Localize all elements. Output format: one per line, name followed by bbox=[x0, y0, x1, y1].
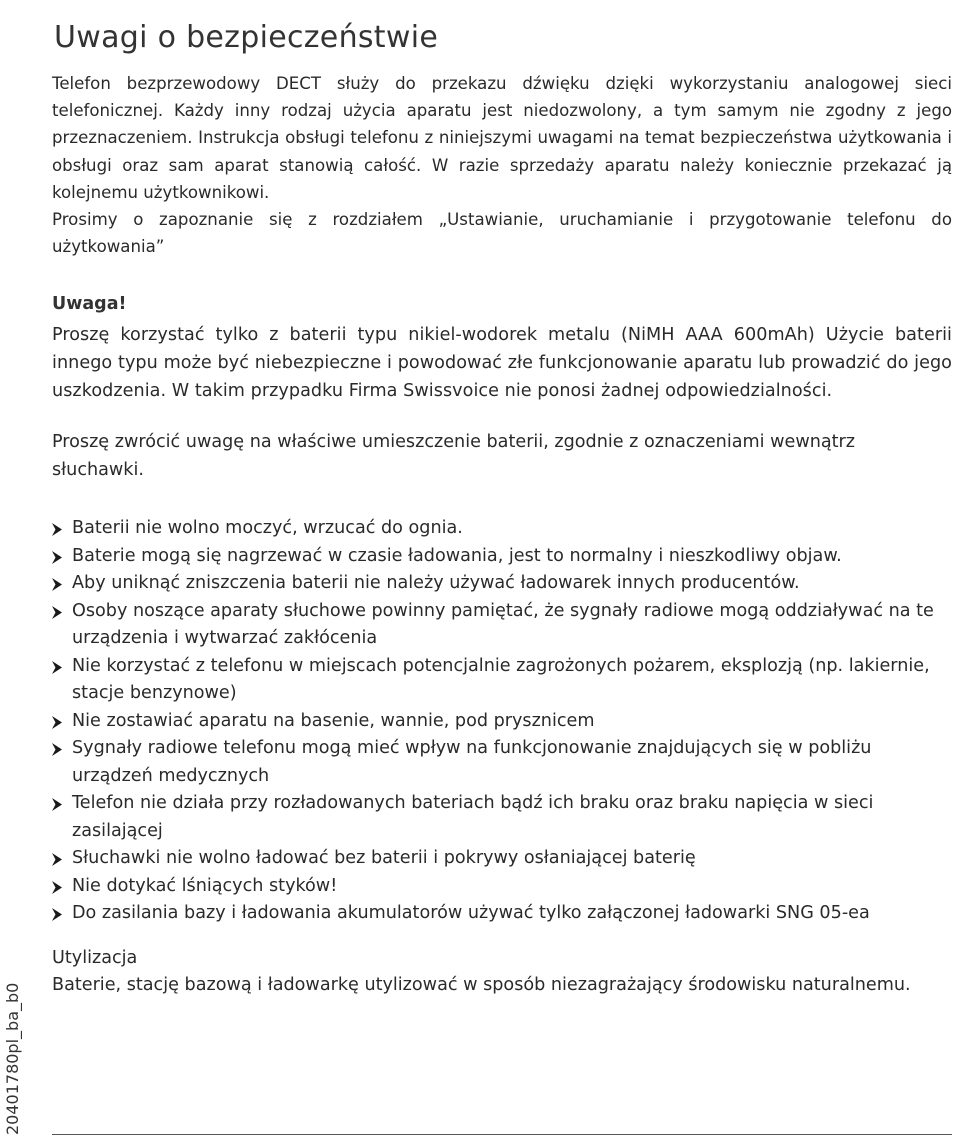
bottom-divider bbox=[52, 1134, 952, 1135]
right-arrowhead-icon bbox=[52, 551, 62, 564]
list-item-text: Baterii nie wolno moczyć, wrzucać do ognia. bbox=[72, 518, 463, 539]
right-arrowhead-icon bbox=[52, 578, 62, 591]
utilization-heading: Utylizacja bbox=[52, 947, 138, 968]
document-code-vertical bbox=[2, 970, 26, 1135]
safety-bullet-list bbox=[52, 515, 952, 928]
right-arrowhead-icon bbox=[52, 716, 62, 729]
list-item-text: Aby uniknąć zniszczenia baterii nie należy używać ładowarek innych producentów. bbox=[72, 573, 800, 594]
page-title: Uwagi o bezpieczeństwie bbox=[54, 20, 439, 56]
main-content bbox=[52, 70, 952, 1000]
right-arrowhead-icon bbox=[52, 661, 62, 674]
list-item-text: Nie korzystać z telefonu w miejscach potencjalnie zagrożonych pożarem, eksplozją (np. lakiernie, stacje benzynowe) bbox=[72, 655, 930, 704]
list-item bbox=[52, 873, 952, 901]
list-item-text: Telefon nie działa przy rozładowanych bateriach bądź ich braku oraz braku napięcia w sieci zasilającej bbox=[72, 793, 874, 841]
right-arrowhead-icon bbox=[52, 523, 62, 536]
right-arrowhead-icon bbox=[52, 881, 62, 894]
intro-paragraph-1: Telefon bezprzewodowy DECT służy do przekazu dźwięku dzięki wykorzystaniu analogowej sieci telefonicznej. Każdy inny rodzaj użycia aparatu jest niedozwolony, a tym samym nie zgodny z jego przeznaczeniem. Instrukcja obsługi telefonu z niniejszymi uwagami na temat bezpieczeństwa użytkowania i obsługi oraz sam aparat stanowią całość. W razie sprzedaży aparatu należy koniecznie przekazać ją kolejnemu użytkownikowi. bbox=[52, 74, 952, 202]
warning-paragraph-2: Proszę zwrócić uwagę na właściwe umieszczenie baterii, zgodnie z oznaczeniami wewnątrz słuchawki. bbox=[52, 432, 856, 480]
right-arrowhead-icon bbox=[52, 853, 62, 866]
list-item-text: Osoby noszące aparaty słuchowe powinny pamiętać, że sygnały radiowe mogą oddziaływać na te urządzenia i wytwarzać zakłócenia bbox=[72, 600, 934, 649]
list-item-text: Baterie mogą się nagrzewać w czasie ładowania, jest to normalny i nieszkodliwy objaw. bbox=[72, 545, 842, 566]
warning-heading: Uwaga! bbox=[52, 294, 127, 315]
list-item bbox=[52, 653, 952, 708]
right-arrowhead-icon bbox=[52, 743, 62, 756]
intro-paragraph-2: Prosimy o zapoznanie się z rozdziałem „Ustawianie, uruchamianie i przygotowanie telefonu do użytkowania” bbox=[52, 210, 952, 257]
list-item-text: Sygnały radiowe telefonu mogą mieć wpływ na funkcjonowanie znajdujących się w pobliżu urządzeń medycznych bbox=[72, 738, 872, 786]
intro-section bbox=[52, 70, 952, 260]
utilization-text: Baterie, stację bazową i ładowarkę utylizować w sposób niezagrażający środowisku naturalnemu. bbox=[52, 975, 911, 996]
right-arrowhead-icon bbox=[52, 606, 62, 619]
list-item bbox=[52, 790, 952, 845]
list-item bbox=[52, 845, 952, 873]
list-item-text: Nie zostawiać aparatu na basenie, wannie, pod prysznicem bbox=[72, 710, 595, 731]
list-item bbox=[52, 708, 952, 736]
list-item bbox=[52, 515, 952, 543]
list-item bbox=[52, 543, 952, 571]
warning-paragraph-1: Proszę korzystać tylko z baterii typu nikiel-wodorek metalu (NiMH AAA 600mAh) Użycie baterii innego typu może być niebezpieczne i powodować złe funkcjonowanie aparatu lub prowadzić do jego uszkodzenia. W takim przypadku Firma Swissvoice nie ponosi żadnej odpowiedzialności. bbox=[52, 325, 952, 401]
document-code-text: 20401780pl_ba_b0 bbox=[3, 982, 22, 1135]
list-item bbox=[52, 570, 952, 598]
list-item-text: Do zasilania bazy i ładowania akumulatorów używać tylko załączonej ładowarki SNG 05-ea bbox=[72, 903, 870, 924]
list-item-text: Nie dotykać lśniących styków! bbox=[72, 875, 338, 896]
list-item bbox=[52, 735, 952, 790]
right-arrowhead-icon bbox=[52, 798, 62, 811]
list-item bbox=[52, 900, 952, 928]
list-item-text: Słuchawki nie wolno ładować bez baterii i pokrywy osłaniającej baterię bbox=[72, 848, 696, 869]
list-item bbox=[52, 598, 952, 653]
right-arrowhead-icon bbox=[52, 908, 62, 921]
